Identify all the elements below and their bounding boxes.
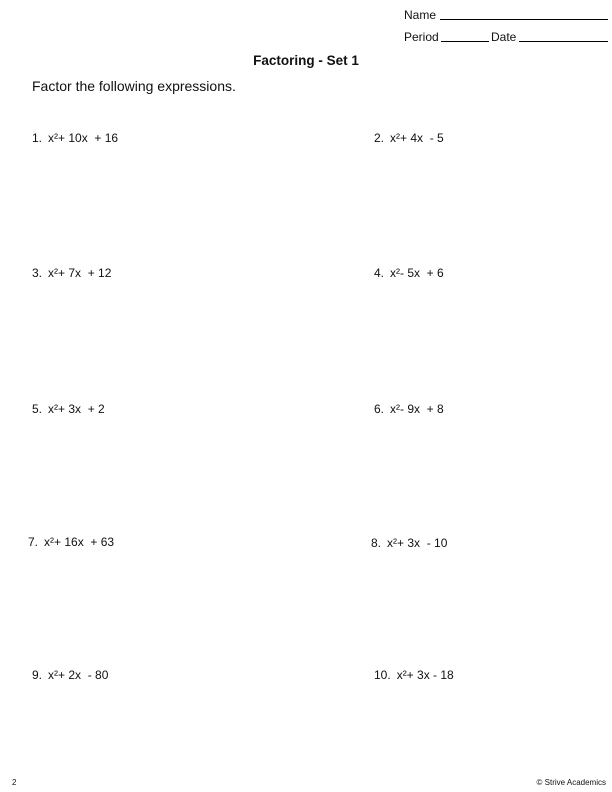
instructions: Factor the following expressions.	[32, 78, 236, 94]
problem-expression: x²+ 4x - 5	[390, 131, 444, 145]
date-label: Date	[491, 30, 517, 44]
problem-number: 9.	[32, 668, 43, 682]
problem-1	[32, 131, 118, 145]
problem-8	[371, 536, 447, 550]
copyright: © Strive Academics	[536, 778, 606, 787]
problem-expression: x²+ 2x - 80	[48, 668, 109, 682]
problem-expression: x²+ 3x + 2	[48, 402, 105, 416]
problem-number: 10.	[374, 668, 391, 682]
period-label: Period	[404, 30, 439, 44]
page-number: 2	[12, 778, 17, 787]
problem-4	[374, 266, 444, 280]
problem-7	[28, 535, 114, 549]
problem-expression: x²- 9x + 8	[390, 402, 444, 416]
problem-number: 5.	[32, 402, 43, 416]
problem-5	[32, 402, 105, 416]
problem-number: 6.	[374, 402, 385, 416]
problem-expression: x²+ 7x + 12	[48, 266, 112, 280]
problem-number: 3.	[32, 266, 43, 280]
problem-number: 7.	[28, 535, 39, 549]
problem-expression: x²- 5x + 6	[390, 266, 444, 280]
date-field[interactable]	[519, 30, 608, 42]
name-label: Name	[404, 8, 437, 22]
problem-6	[374, 402, 444, 416]
problem-number: 1.	[32, 131, 43, 145]
period-field[interactable]	[441, 30, 489, 42]
problem-expression: x²+ 16x + 63	[44, 535, 115, 549]
page-title: Factoring - Set 1	[253, 53, 359, 68]
problem-number: 2.	[374, 131, 385, 145]
problem-expression: x²+ 3x - 18	[396, 668, 454, 682]
problem-number: 4.	[374, 266, 385, 280]
problem-expression: x²+ 10x + 16	[48, 131, 119, 145]
problem-number: 8.	[371, 536, 382, 550]
problem-3	[32, 266, 111, 280]
problem-9	[32, 668, 108, 682]
problem-2	[374, 131, 444, 145]
problem-expression: x²+ 3x - 10	[387, 536, 448, 550]
problem-10	[374, 668, 454, 682]
name-field[interactable]	[440, 8, 608, 20]
